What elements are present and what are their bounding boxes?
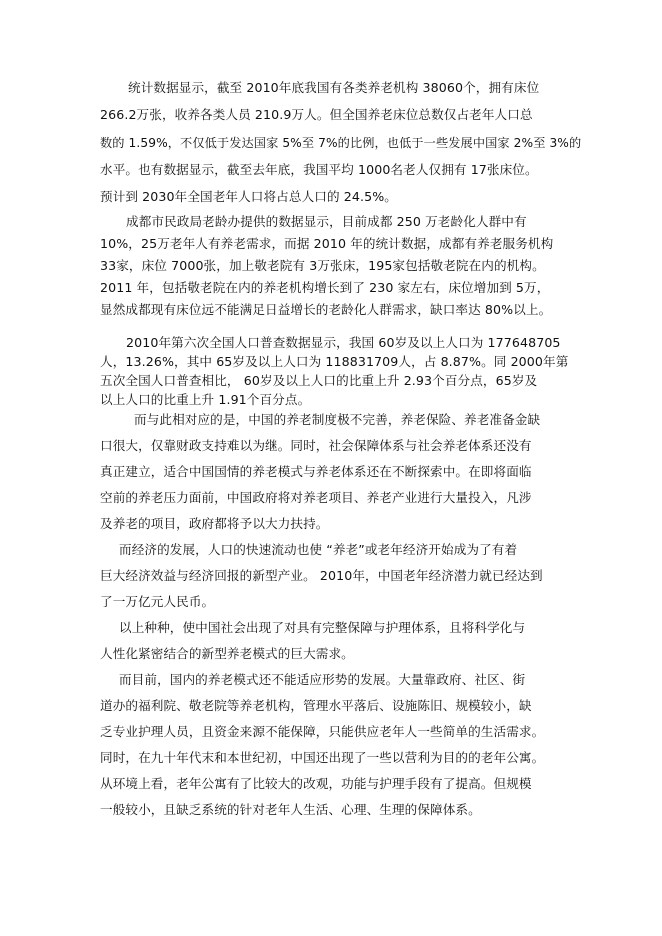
text-line: 及养老的项目，政府都将予以大力扶持。 (100, 516, 329, 531)
text-line: 空前的养老压力面前，中国政府将对养老项目、养老产业进行大量投入，凡涉 (100, 490, 532, 505)
text-line: 口很大，仅靠财政支持难以为继。同时，社会保障体系与社会养老体系还没有 (100, 438, 532, 453)
text-line: 10%，25万老年人有养老需求，而据 2010 年的统计数据，成都有养老服务机构 (100, 236, 554, 251)
text-line: 数的 1.59%，不仅低于发达国家 5%至 7%的比例，也低于一些发展中国家 2%至 3%的 (100, 136, 582, 150)
text-line: 从环境上看，老年公寓有了比较大的改观，功能与护理手段有了提高。但规模 (100, 776, 532, 791)
text-line: 真正建立，适合中国国情的养老模式与养老体系还在不断探索中。在即将面临 (100, 464, 532, 479)
text-line: 人性化紧密结合的新型养老模式的巨大需求。 (100, 646, 354, 661)
text-line: 2010年第六次全国人口普查数据显示，我国 60岁及以上人口为 177648705 (126, 335, 561, 350)
text-line: 巨大经济效益与经济回报的新型产业。 2010年，中国老年经济潜力就已经达到 (100, 568, 543, 583)
text-line: 以上人口的比重上升 1.91个百分点。 (100, 392, 311, 407)
text-line: 了一万亿元人民币。 (100, 594, 215, 609)
text-line: 人，13.26%，其中 65岁及以上人口为 118831709人，占 8.87%。同 2000年第 (100, 354, 569, 369)
text-line: 同时，在九十年代末和本世纪初，中国还出现了一些以营利为目的的老年公寓。 (100, 750, 545, 765)
text-line: 33家，床位 7000张，加上敬老院有 3万张床，195家包括敬老院在内的机构。 (100, 258, 545, 273)
text-line: 一般较小，且缺乏系统的针对老年人生活、心理、生理的保障体系。 (100, 802, 481, 817)
text-line: 266.2万张，收养各类人员 210.9万人。但全国养老床位总数仅占老年人口总 (100, 107, 533, 122)
text-line: 而目前，国内的养老模式还不能适应形势的发展。大量靠政府、社区、街 (119, 672, 526, 687)
text-line: 而经济的发展，人口的快速流动也使 “养老”或老年经济开始成为了有着 (119, 542, 518, 557)
text-line: 成都市民政局老龄办提供的数据显示，目前成都 250 万老龄化人群中有 (126, 214, 527, 229)
text-line: 乏专业护理人员，且资金来源不能保障，只能供应老年人一些简单的生活需求。 (100, 724, 545, 739)
text-line: 水平。也有数据显示，截至去年底，我国平均 1000名老人仅拥有 17张床位。 (100, 162, 538, 177)
text-line: 而与此相对应的是，中国的养老制度极不完善，养老保险、养老准备金缺 (134, 412, 541, 427)
text-line: 五次全国人口普查相比， 60岁及以上人口的比重上升 2.93个百分点，65岁及 (100, 373, 538, 388)
text-line: 预计到 2030年全国老年人口将占总人口的 24.5%。 (100, 189, 397, 204)
text-line: 2011 年，包括敬老院在内的养老机构增长到了 230 家左右，床位增加到 5万， (100, 280, 550, 295)
text-line: 以上种种，使中国社会出现了对具有完整保障与护理体系，且将科学化与 (119, 620, 526, 635)
text-line: 道办的福利院、敬老院等养老机构，管理水平落后、设施陈旧、规模较小，缺 (100, 698, 532, 713)
text-line: 统计数据显示，截至 2010年底我国有各类养老机构 38060个，拥有床位 (128, 80, 540, 95)
text-line: 显然成都现有床位远不能满足日益增长的老龄化人群需求，缺口率达 80%以上。 (100, 302, 552, 317)
